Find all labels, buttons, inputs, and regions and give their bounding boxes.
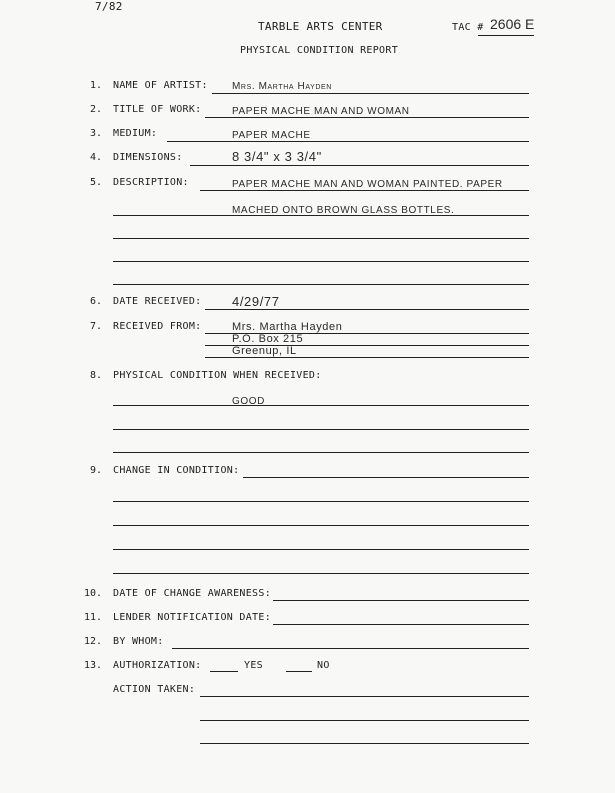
value-physical-condition: GOOD bbox=[232, 396, 265, 407]
label-received-from: RECEIVED FROM: bbox=[113, 321, 202, 332]
field-number-2: 2. bbox=[89, 104, 102, 115]
line-name-of-artist bbox=[212, 93, 529, 94]
value-name-of-artist: Mrs. Martha Hayden bbox=[232, 81, 332, 92]
line-received-from-3 bbox=[205, 357, 529, 358]
form-code: 7/82 bbox=[95, 0, 123, 13]
label-change-in-condition: CHANGE IN CONDITION: bbox=[113, 465, 240, 476]
no-blank bbox=[286, 671, 312, 672]
tac-number: 2606 E bbox=[490, 16, 535, 32]
line-change-2 bbox=[113, 501, 529, 502]
line-condition-2 bbox=[113, 429, 529, 430]
line-description-1 bbox=[200, 190, 529, 191]
field-number-4: 4. bbox=[89, 152, 102, 163]
field-number-3: 3. bbox=[89, 128, 102, 139]
field-number-6: 6. bbox=[89, 296, 102, 307]
line-description-3 bbox=[113, 238, 529, 239]
line-description-2 bbox=[113, 215, 529, 216]
line-lender-notification bbox=[273, 624, 529, 625]
field-number-12: 12. bbox=[83, 636, 102, 647]
yes-blank bbox=[210, 671, 238, 672]
report-subtitle: PHYSICAL CONDITION REPORT bbox=[240, 45, 399, 56]
label-date-received: DATE RECEIVED: bbox=[113, 296, 202, 307]
label-description: DESCRIPTION: bbox=[113, 177, 189, 188]
label-medium: MEDIUM: bbox=[113, 128, 158, 139]
line-description-4 bbox=[113, 261, 529, 262]
field-number-8: 8. bbox=[89, 370, 102, 381]
label-date-of-change: DATE OF CHANGE AWARENESS: bbox=[113, 588, 272, 599]
label-dimensions: DIMENSIONS: bbox=[113, 152, 183, 163]
field-number-9: 9. bbox=[89, 465, 102, 476]
line-action-2 bbox=[200, 720, 529, 721]
org-title: TARBLE ARTS CENTER bbox=[258, 20, 383, 33]
value-date-received: 4/29/77 bbox=[232, 294, 280, 309]
line-medium bbox=[167, 141, 529, 142]
tac-label: TAC # bbox=[452, 22, 484, 33]
value-received-from-line1: Mrs. Martha Hayden bbox=[232, 321, 343, 333]
line-date-of-change bbox=[273, 600, 529, 601]
label-no: NO bbox=[317, 660, 330, 671]
line-condition-1 bbox=[113, 405, 529, 406]
field-number-1: 1. bbox=[89, 80, 102, 91]
label-lender-notification: LENDER NOTIFICATION DATE: bbox=[113, 612, 272, 623]
line-condition-3 bbox=[113, 452, 529, 453]
field-number-5: 5. bbox=[89, 177, 102, 188]
line-dimensions bbox=[190, 165, 529, 166]
value-description-line1: PAPER MACHE MAN AND WOMAN PAINTED. PAPER bbox=[232, 179, 503, 190]
value-medium: PAPER MACHE bbox=[232, 130, 311, 141]
line-action-3 bbox=[200, 743, 529, 744]
line-action-1 bbox=[200, 696, 529, 697]
label-name-of-artist: NAME OF ARTIST: bbox=[113, 80, 208, 91]
line-title-of-work bbox=[205, 117, 529, 118]
line-by-whom bbox=[172, 648, 529, 649]
label-yes: YES bbox=[244, 660, 263, 671]
label-title-of-work: TITLE OF WORK: bbox=[113, 104, 202, 115]
line-change-3 bbox=[113, 525, 529, 526]
line-change-5 bbox=[113, 573, 529, 574]
label-by-whom: BY WHOM: bbox=[113, 636, 164, 647]
line-change-4 bbox=[113, 549, 529, 550]
value-title-of-work: PAPER MACHE MAN AND WOMAN bbox=[232, 106, 410, 117]
value-dimensions: 8 3/4" x 3 3/4" bbox=[232, 149, 322, 164]
line-change-1 bbox=[243, 477, 529, 478]
field-number-13: 13. bbox=[83, 660, 102, 671]
line-date-received bbox=[205, 309, 529, 310]
label-action-taken: ACTION TAKEN: bbox=[113, 684, 196, 695]
field-number-10: 10. bbox=[83, 588, 102, 599]
value-description-line2: MACHED ONTO BROWN GLASS BOTTLES. bbox=[232, 205, 455, 216]
value-received-from-line3: Greenup, IL bbox=[232, 345, 297, 357]
tac-underline bbox=[478, 35, 534, 36]
label-physical-condition: PHYSICAL CONDITION WHEN RECEIVED: bbox=[113, 370, 322, 381]
value-received-from-line2: P.O. Box 215 bbox=[232, 333, 304, 345]
field-number-11: 11. bbox=[83, 612, 102, 623]
line-description-5 bbox=[113, 284, 529, 285]
field-number-7: 7. bbox=[89, 321, 102, 332]
label-authorization: AUTHORIZATION: bbox=[113, 660, 202, 671]
